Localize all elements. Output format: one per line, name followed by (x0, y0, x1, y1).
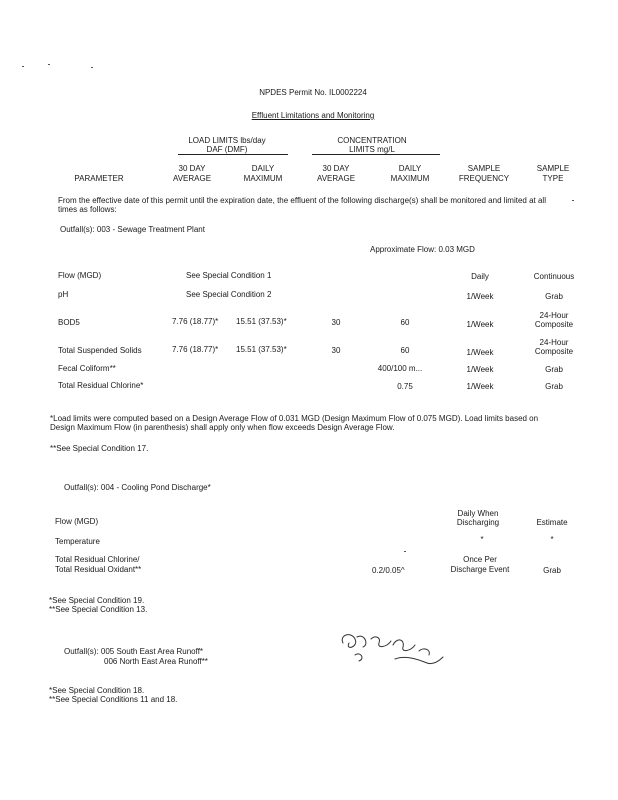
row-freq: Daily (471, 272, 489, 281)
col-type-2: TYPE (542, 174, 564, 183)
col-load-max-2: MAXIMUM (243, 174, 283, 183)
outfall-003-footnote-condition: **See Special Condition 17. (50, 444, 149, 453)
row-type: Grab (545, 292, 563, 301)
concentration-rule (312, 154, 440, 155)
row-freq: 1/Week (466, 348, 494, 357)
row-param: Total Residual Chlorine/ (55, 555, 140, 564)
scan-speck (48, 64, 50, 65)
row-param: Flow (MGD) (55, 517, 99, 526)
row-load-note: See Special Condition 2 (186, 290, 272, 299)
row-type: Continuous (533, 272, 575, 281)
row-conc-max: 60 (400, 346, 410, 355)
row-freq: 1/Week (466, 382, 494, 391)
row-param: Fecal Coliform** (58, 364, 116, 373)
col-parameter: PARAMETER (74, 174, 124, 183)
row-type: 24-Hour (539, 311, 569, 320)
concentration-heading: CONCENTRATION (337, 136, 407, 145)
load-limits-rule (178, 154, 288, 155)
row-load-max: 15.51 (37.53)* (236, 317, 287, 326)
outfall-005-footnote-2: **See Special Conditions 11 and 18. (49, 695, 178, 704)
row-conc-max: 0.2/0.05^ (372, 566, 405, 575)
col-type: SAMPLE (536, 164, 570, 173)
concentration-units: LIMITS mg/L (349, 145, 395, 154)
section-title: Effluent Limitations and Monitoring (251, 111, 375, 120)
scan-speck (572, 200, 574, 201)
row-type-2: Composite (534, 347, 574, 356)
row-load-avg: 7.76 (18.77)* (172, 345, 219, 354)
col-conc-max-2: MAXIMUM (390, 174, 430, 183)
row-type: Grab (543, 566, 561, 575)
row-conc-avg: 30 (331, 318, 341, 327)
row-param: Flow (MGD) (58, 271, 102, 280)
row-conc-avg: 30 (331, 346, 341, 355)
handwritten-initials (335, 625, 455, 673)
row-conc-max: 60 (400, 318, 410, 327)
permit-title: NPDES Permit No. IL0002224 (259, 88, 367, 97)
row-type-2: Composite (534, 320, 574, 329)
col-frequency-2: FREQUENCY (458, 174, 510, 183)
row-type: * (550, 535, 554, 544)
intro-paragraph: From the effective date of this permit until the expiration date, the effluent of the following discharge(s) shall be monitored and limited at all times as follows: (58, 196, 546, 215)
scan-speck (404, 551, 406, 552)
col-conc-avg: 30 DAY (322, 164, 350, 173)
row-load-note: See Special Condition 1 (186, 271, 272, 280)
col-load-max: DAILY (251, 164, 275, 173)
row-param-2: Total Residual Oxidant** (55, 565, 142, 574)
row-param: BOD5 (58, 318, 80, 327)
col-load-avg: 30 DAY (178, 164, 206, 173)
row-freq: 1/Week (466, 365, 494, 374)
col-load-avg-2: AVERAGE (172, 174, 212, 183)
col-conc-avg-2: AVERAGE (316, 174, 356, 183)
outfall-003-label: Outfall(s): 003 - Sewage Treatment Plant (60, 225, 205, 234)
row-param: Total Residual Chlorine* (58, 381, 144, 390)
row-param: Temperature (55, 537, 100, 546)
outfall-004-footnote-1: *See Special Condition 19. (49, 596, 145, 605)
row-freq: 1/Week (466, 320, 494, 329)
col-conc-max: DAILY (398, 164, 422, 173)
outfall-004-label: Outfall(s): 004 - Cooling Pond Discharge* (64, 483, 211, 492)
row-conc-max: 0.75 (397, 382, 413, 391)
row-param: pH (58, 290, 69, 299)
approx-flow: Approximate Flow: 0.03 MGD (370, 245, 475, 254)
col-frequency: SAMPLE (467, 164, 501, 173)
row-param: Total Suspended Solids (58, 346, 142, 355)
row-type: 24-Hour (539, 338, 569, 347)
outfall-004-type-head: Estimate (536, 518, 568, 527)
row-freq: Once Per (463, 555, 497, 564)
scan-speck (91, 67, 93, 68)
outfall-004-footnote-2: **See Special Condition 13. (49, 605, 148, 614)
outfall-004-freq-head-2: Discharging (456, 518, 500, 527)
row-type: Grab (545, 365, 563, 374)
row-freq: 1/Week (466, 292, 494, 301)
row-freq: * (480, 535, 484, 544)
outfall-005-footnote-1: *See Special Condition 18. (49, 686, 145, 695)
row-type: Grab (545, 382, 563, 391)
scan-speck (22, 66, 24, 67)
load-limits-heading: LOAD LIMITS lbs/day (188, 136, 266, 145)
row-load-max: 15.51 (37.53)* (236, 345, 287, 354)
load-limits-units: DAF (DMF) (206, 145, 248, 154)
outfall-006-label: 006 North East Area Runoff** (104, 657, 208, 666)
row-conc-max: 400/100 m... (377, 364, 423, 373)
row-freq-2: Discharge Event (450, 565, 510, 574)
row-load-avg: 7.76 (18.77)* (172, 317, 219, 326)
outfall-005-label: Outfall(s): 005 South East Area Runoff* (64, 647, 204, 656)
outfall-003-footnote-load: *Load limits were computed based on a Design Average Flow of 0.031 MGD (Design Maximum Flow of 0.075 MGD). Load limits based on Design Maximum Flow (in parenthesis) shall apply only when flow exceeds Design Average Flow. (50, 414, 539, 433)
outfall-004-freq-head: Daily When (457, 509, 499, 518)
